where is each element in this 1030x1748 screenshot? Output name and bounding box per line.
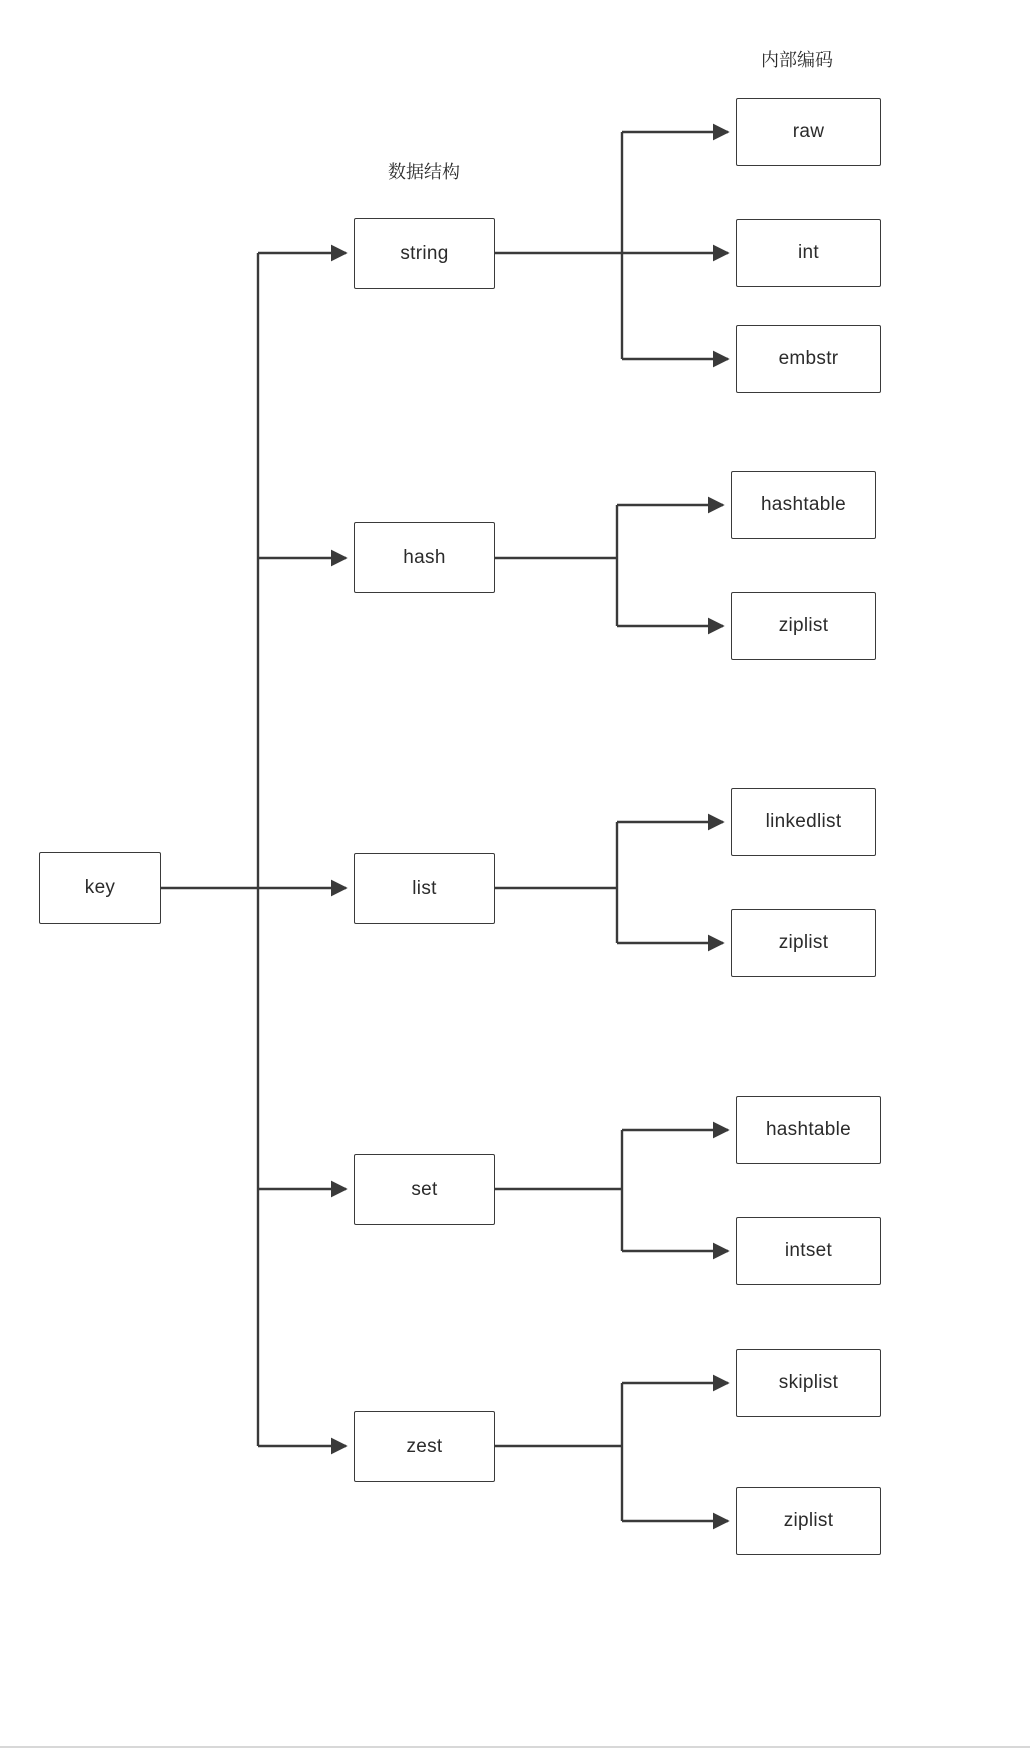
node-hashtable-set[interactable]: hashtable [736,1096,881,1164]
label-data-structure: 数据结构 [388,162,460,182]
edge-group-string [495,132,728,359]
node-zest[interactable]: zest [354,1411,495,1482]
label-internal-encoding: 内部编码 [761,50,833,70]
edge-group-list [495,822,723,943]
edge-group-root [161,253,346,1446]
node-ziplist-list[interactable]: ziplist [731,909,876,977]
node-embstr[interactable]: embstr [736,325,881,393]
node-linkedlist[interactable]: linkedlist [731,788,876,856]
node-ziplist-hash[interactable]: ziplist [731,592,876,660]
node-int[interactable]: int [736,219,881,287]
node-intset[interactable]: intset [736,1217,881,1285]
node-skiplist[interactable]: skiplist [736,1349,881,1417]
node-key[interactable]: key [39,852,161,924]
node-hash[interactable]: hash [354,522,495,593]
node-hashtable-hash[interactable]: hashtable [731,471,876,539]
node-set[interactable]: set [354,1154,495,1225]
node-string[interactable]: string [354,218,495,289]
edge-group-zest [495,1383,728,1521]
node-list[interactable]: list [354,853,495,924]
edge-group-set [495,1130,728,1251]
edge-group-hash [495,505,723,626]
node-raw[interactable]: raw [736,98,881,166]
node-ziplist-zest[interactable]: ziplist [736,1487,881,1555]
